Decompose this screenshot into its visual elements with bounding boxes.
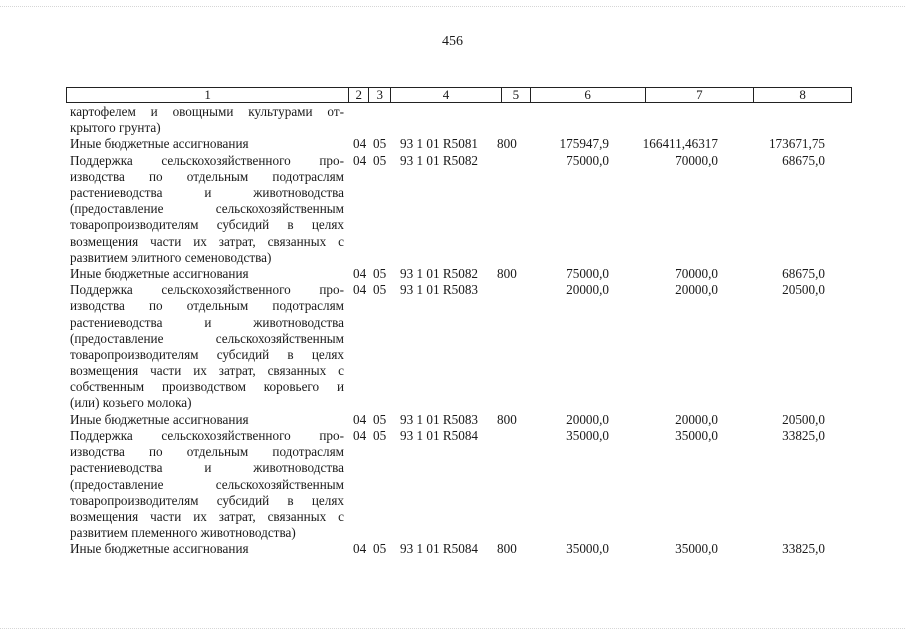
amount-col-8-cell: 33825,0 — [782, 427, 825, 443]
amount-col-7-cell: 70000,0 — [675, 265, 718, 281]
amount-col-7-cell: 35000,0 — [675, 541, 718, 557]
description-line: (предоставление сельскохозяйственным — [70, 476, 344, 492]
scan-noise-bottom — [0, 628, 905, 632]
description-line: товаропроизводителям субсидий в целях — [70, 217, 344, 233]
amount-col-7-cell: 20000,0 — [675, 282, 718, 298]
podrazdel-cell: 05 — [373, 136, 387, 152]
header-col-6: 6 — [531, 88, 646, 102]
podrazdel-cell: 05 — [373, 427, 387, 443]
amount-col-8-cell: 68675,0 — [782, 152, 825, 168]
amount-col-8-cell: 33825,0 — [782, 541, 825, 557]
row-description — [70, 412, 344, 428]
description-line: возмещения части их затрат, связанных с — [70, 233, 344, 249]
razdel-cell: 04 — [353, 265, 367, 281]
row-description — [70, 541, 344, 557]
row-description — [70, 266, 344, 282]
target-article-cell: 93 1 01 R5082 — [400, 265, 479, 281]
row-description — [70, 136, 344, 152]
row-description — [70, 153, 344, 266]
table-row — [0, 136, 905, 152]
target-article-cell: 93 1 01 R5081 — [400, 136, 479, 152]
table-row — [0, 104, 905, 136]
razdel-cell: 04 — [353, 282, 367, 298]
amount-col-6-cell: 20000,0 — [566, 411, 609, 427]
razdel-cell: 04 — [353, 541, 367, 557]
header-col-8: 8 — [799, 87, 806, 102]
table-row — [0, 541, 905, 557]
table-header — [66, 87, 852, 103]
podrazdel-cell: 05 — [373, 411, 387, 427]
amount-col-6-cell: 75000,0 — [566, 152, 609, 168]
table-row — [0, 282, 905, 412]
table-row — [0, 428, 905, 541]
amount-col-6-cell: 75000,0 — [566, 265, 609, 281]
amount-col-6-cell: 175947,9 — [559, 136, 609, 152]
amount-col-7-cell: 35000,0 — [675, 427, 718, 443]
amount-col-6-cell: 35000,0 — [566, 541, 609, 557]
header-col-1: 1 — [67, 88, 349, 102]
table-row — [0, 266, 905, 282]
header-col-4: 4 — [391, 88, 502, 102]
description-line: развитием элитного семеноводства) — [70, 249, 272, 265]
podrazdel-cell: 05 — [373, 152, 387, 168]
header-col-5: 5 — [502, 88, 531, 102]
row-description — [70, 282, 344, 412]
amount-col-6-cell: 20000,0 — [566, 282, 609, 298]
scan-noise-top — [0, 6, 905, 10]
description-line: изводства по отдельным подотраслям — [70, 168, 344, 184]
amount-col-8-cell: 173671,75 — [768, 136, 825, 152]
description-line: растениеводства и животноводства — [70, 314, 344, 330]
description-line: Иные бюджетные ассигнования — [70, 411, 249, 427]
table-row — [0, 153, 905, 266]
amount-col-7-cell: 20000,0 — [675, 411, 718, 427]
expense-type-cell: 800 — [497, 541, 517, 557]
target-article-cell: 93 1 01 R5083 — [400, 282, 479, 298]
description-line: Иные бюджетные ассигнования — [70, 541, 249, 557]
amount-col-8-cell: 68675,0 — [782, 265, 825, 281]
table-body — [0, 104, 905, 558]
table-row — [0, 412, 905, 428]
expense-type-cell: 800 — [497, 136, 517, 152]
header-col-3: 3 — [369, 88, 391, 102]
target-article-cell: 93 1 01 R5082 — [400, 152, 479, 168]
amount-col-8-cell: 20500,0 — [782, 411, 825, 427]
description-line: собственным производством коровьего и — [70, 379, 344, 395]
expense-type-cell: 800 — [497, 265, 517, 281]
description-line: возмещения части их затрат, связанных с — [70, 508, 344, 524]
description-line: картофелем и овощными культурами от- — [70, 104, 344, 119]
row-description — [70, 428, 344, 541]
razdel-cell: 04 — [353, 427, 367, 443]
description-line: Поддержка сельскохозяйственного про- — [70, 282, 344, 298]
description-line: Иные бюджетные ассигнования — [70, 136, 249, 152]
description-line: (или) козьего молока) — [70, 395, 192, 411]
description-line: изводства по отдельным подотраслям — [70, 444, 344, 460]
target-article-cell: 93 1 01 R5084 — [400, 541, 479, 557]
amount-col-7-cell: 70000,0 — [675, 152, 718, 168]
razdel-cell: 04 — [353, 136, 367, 152]
podrazdel-cell: 05 — [373, 282, 387, 298]
header-col-7: 7 — [646, 88, 755, 102]
expense-type-cell: 800 — [497, 411, 517, 427]
description-line: растениеводства и животноводства — [70, 184, 344, 200]
description-line: (предоставление сельскохозяйственным — [70, 201, 344, 217]
description-line: изводства по отдельным подотраслям — [70, 298, 344, 314]
amount-col-7-cell: 166411,46317 — [642, 136, 718, 152]
razdel-cell: 04 — [353, 411, 367, 427]
page-number: 456 — [442, 34, 463, 49]
description-line: Иные бюджетные ассигнования — [70, 265, 249, 281]
row-description — [70, 104, 344, 136]
description-line: Поддержка сельскохозяйственного про- — [70, 152, 344, 168]
description-line: крытого грунта) — [70, 120, 161, 136]
target-article-cell: 93 1 01 R5083 — [400, 411, 479, 427]
description-line: растениеводства и животноводства — [70, 460, 344, 476]
description-line: товаропроизводителям субсидий в целях — [70, 346, 344, 362]
description-line: возмещения части их затрат, связанных с — [70, 363, 344, 379]
razdel-cell: 04 — [353, 152, 367, 168]
description-line: (предоставление сельскохозяйственным — [70, 330, 344, 346]
description-line: Поддержка сельскохозяйственного про- — [70, 427, 344, 443]
amount-col-6-cell: 35000,0 — [566, 427, 609, 443]
description-line: развитием племенного животноводства) — [70, 525, 296, 541]
podrazdel-cell: 05 — [373, 541, 387, 557]
target-article-cell: 93 1 01 R5084 — [400, 427, 479, 443]
description-line: товаропроизводителям субсидий в целях — [70, 492, 344, 508]
amount-col-8-cell: 20500,0 — [782, 282, 825, 298]
header-col-2: 2 — [349, 88, 369, 102]
podrazdel-cell: 05 — [373, 265, 387, 281]
